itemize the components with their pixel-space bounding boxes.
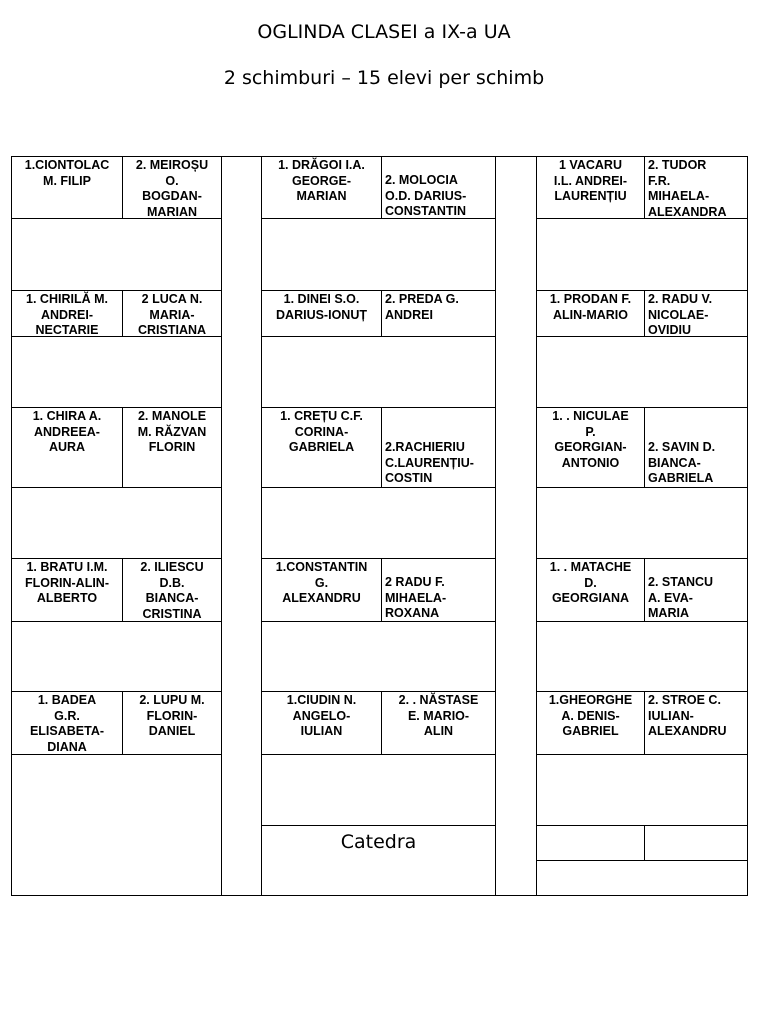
student-name-cell: 2. MOLOCIA O.D. DARIUS- CONSTANTIN [381, 156, 496, 219]
student-name-cell: 1.CONSTANTIN G. ALEXANDRU [261, 558, 382, 622]
page-title: OGLINDA CLASEI a IX-a UA [257, 21, 511, 43]
student-name-cell: 1. PRODAN F. ALIN-MARIO [536, 290, 645, 337]
desk-empty-cell [11, 621, 222, 692]
desk-empty-cell [11, 487, 222, 559]
student-name-cell: 2. . NĂSTASE E. MARIO- ALIN [381, 691, 496, 755]
student-name-cell: 2. MANOLE M. RĂZVAN FLORIN [122, 407, 222, 488]
student-name-cell: 2. MEIROȘU O. BOGDAN- MARIAN [122, 156, 222, 219]
student-name-cell: 1. BADEA G.R. ELISABETA- DIANA [11, 691, 123, 755]
desk-empty-cell [536, 825, 645, 861]
student-name-cell: 2 RADU F. MIHAELA- ROXANA [381, 558, 496, 622]
desk-empty-cell [11, 754, 222, 896]
student-name-cell: 2. SAVIN D. BIANCA- GABRIELA [644, 407, 748, 488]
desk-empty-cell [536, 218, 748, 291]
desk-empty-cell [261, 487, 496, 559]
student-name-cell: 1 VACARU I.L. ANDREI- LAURENȚIU [536, 156, 645, 219]
student-name-cell: 2. LUPU M. FLORIN- DANIEL [122, 691, 222, 755]
student-name-cell: 1.GHEORGHE A. DENIS- GABRIEL [536, 691, 645, 755]
desk-empty-cell [261, 336, 496, 408]
teacher-desk: Catedra [261, 825, 496, 896]
desk-empty-cell [261, 218, 496, 291]
student-name-cell: 1. . MATACHE D. GEORGIANA [536, 558, 645, 622]
desk-empty-cell [11, 336, 222, 408]
desk-empty-cell [261, 621, 496, 692]
desk-empty-cell [536, 754, 748, 826]
desk-empty-cell [536, 860, 748, 896]
student-name-cell: 2. PREDA G. ANDREI [381, 290, 496, 337]
student-name-cell: 2. RADU V. NICOLAE- OVIDIU [644, 290, 748, 337]
desk-empty-cell [536, 621, 748, 692]
student-name-cell: 1. DINEI S.O. DARIUS-IONUȚ [261, 290, 382, 337]
student-name-cell: 2. STANCU A. EVA- MARIA [644, 558, 748, 622]
student-name-cell: 1. . NICULAE P. GEORGIAN- ANTONIO [536, 407, 645, 488]
desk-empty-cell [536, 336, 748, 408]
desk-empty-cell [11, 218, 222, 291]
student-name-cell: 2 LUCA N. MARIA- CRISTIANA [122, 290, 222, 337]
student-name-cell: 2. STROE C. IULIAN- ALEXANDRU [644, 691, 748, 755]
student-name-cell: 1. CREȚU C.F. CORINA- GABRIELA [261, 407, 382, 488]
desk-empty-cell [644, 825, 748, 861]
student-name-cell: 2. ILIESCU D.B. BIANCA- CRISTINA [122, 558, 222, 622]
page-subtitle: 2 schimburi – 15 elevi per schimb [223, 67, 545, 89]
student-name-cell: 1. BRATU I.M. FLORIN-ALIN- ALBERTO [11, 558, 123, 622]
student-name-cell: 1. DRĂGOI I.A. GEORGE- MARIAN [261, 156, 382, 219]
student-name-cell: 1.CIONTOLAC M. FILIP [11, 156, 123, 219]
student-name-cell: 1.CIUDIN N. ANGELO- IULIAN [261, 691, 382, 755]
desk-empty-cell [536, 487, 748, 559]
aisle-right [495, 156, 537, 896]
student-name-cell: 1. CHIRA A. ANDREEA- AURA [11, 407, 123, 488]
desk-empty-cell [261, 754, 496, 826]
student-name-cell: 2.RACHIERIU C.LAURENȚIU- COSTIN [381, 407, 496, 488]
student-name-cell: 2. TUDOR F.R. MIHAELA- ALEXANDRA [644, 156, 748, 219]
student-name-cell: 1. CHIRILĂ M. ANDREI- NECTARIE [11, 290, 123, 337]
aisle-left [221, 156, 262, 896]
